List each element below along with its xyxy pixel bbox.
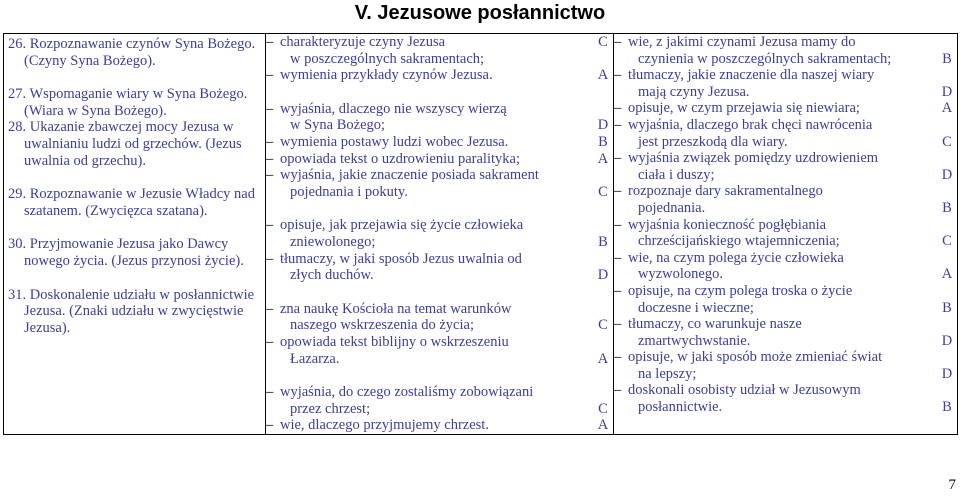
requirement-line — [266, 234, 613, 251]
requirement-text — [266, 251, 593, 268]
requirement-text — [266, 334, 593, 351]
requirement-text — [266, 267, 593, 284]
level-letter: D — [597, 267, 609, 284]
requirement-label: czynienia w poszczególnych sakramentach; — [638, 50, 892, 67]
requirement-line — [614, 300, 957, 317]
requirement-text — [614, 150, 937, 167]
requirement-text — [614, 300, 937, 317]
requirement-text — [614, 366, 937, 383]
level-letter: C — [598, 34, 608, 50]
requirement-label: tłumaczy, co warunkuje nasze — [628, 316, 802, 333]
requirement-label: opowiada tekst o uzdrowieniu paralityka; — [280, 150, 520, 167]
level-letter: A — [597, 350, 609, 367]
requirement-line — [266, 117, 613, 134]
dash-bullet: – — [614, 216, 622, 233]
requirement-block — [266, 34, 613, 84]
requirement-line — [614, 266, 957, 283]
requirement-text — [614, 84, 937, 101]
level-letter: A — [941, 100, 953, 117]
requirement-line — [614, 349, 957, 366]
requirement-label: przez chrzest; — [290, 400, 371, 417]
topic-item: 30. Przyjmowanie Jezusa jako Dawcy nowego życia. (Jezus przynosi życie). — [8, 236, 244, 269]
requirement-line — [614, 167, 957, 184]
requirement-line — [266, 384, 613, 401]
requirement-text — [614, 134, 937, 151]
requirement-label: wyjaśnia związek pomiędzy uzdrowieniem — [628, 150, 879, 167]
dash-bullet: – — [614, 249, 622, 266]
requirement-label: tłumaczy, w jaki sposób Jezus uwalnia od — [280, 250, 522, 267]
dash-bullet: – — [614, 382, 622, 399]
requirement-label: w Syna Bożego; — [290, 117, 386, 134]
requirement-line — [614, 217, 957, 234]
level-letter: C — [942, 133, 952, 150]
requirement-text — [266, 117, 593, 134]
requirement-label: wyjaśnia konieczność pogłębiania — [628, 216, 827, 233]
requirement-text — [266, 217, 593, 234]
requirement-line — [614, 366, 957, 383]
requirement-line — [614, 283, 957, 300]
requirement-text — [614, 100, 937, 117]
requirement-text — [614, 67, 937, 84]
requirement-text — [614, 382, 937, 399]
requirement-label: wie, na czym polega życie człowieka — [628, 249, 844, 266]
level-letter: B — [942, 50, 952, 67]
dash-bullet: – — [266, 250, 274, 267]
dash-bullet: – — [266, 34, 274, 50]
requirement-label: pojednania. — [638, 199, 706, 216]
requirement-text — [614, 316, 937, 333]
requirement-block — [266, 217, 613, 283]
level-letter: D — [597, 117, 609, 134]
requirement-line — [614, 183, 957, 200]
requirement-label: opowiada tekst biblijny o wskrzeszeniu — [280, 333, 509, 350]
level-letter: C — [598, 400, 608, 417]
requirement-block — [266, 384, 613, 434]
requirement-text — [614, 183, 937, 200]
requirement-text — [266, 384, 593, 401]
requirement-text — [614, 283, 937, 300]
requirement-line — [614, 316, 957, 333]
requirement-label: zniewolonego; — [290, 233, 376, 250]
level-letter: D — [941, 365, 953, 382]
level-letter: B — [942, 399, 952, 416]
dash-bullet: – — [266, 384, 274, 401]
requirement-line — [614, 34, 957, 51]
curriculum-table — [3, 33, 958, 435]
level-letter: B — [598, 133, 608, 150]
requirement-line — [614, 117, 957, 134]
requirement-label: chrześcijańskiego wtajemniczenia; — [638, 233, 840, 250]
requirement-label: wyjaśnia, dlaczego brak chęci nawrócenia — [628, 116, 873, 133]
topics-column — [4, 34, 266, 435]
requirement-line — [614, 51, 957, 68]
dash-bullet: – — [266, 333, 274, 350]
requirement-text — [266, 51, 593, 68]
level-letter: C — [598, 317, 608, 334]
requirement-label: zmartwychwstanie. — [638, 332, 751, 349]
requirement-text — [614, 233, 937, 250]
level-letter: D — [941, 83, 953, 100]
requirement-text — [614, 399, 937, 416]
requirement-label: charakteryzuje czyny Jezusa — [280, 34, 446, 50]
level-letter: B — [598, 233, 608, 250]
dash-bullet: – — [614, 116, 622, 133]
level-letter: B — [942, 199, 952, 216]
topic-item: 31. Doskonalenie udziału w posłannictwie Jezusa. (Znaki udziału w zwycięstwie Jezusa). — [8, 286, 255, 336]
requirement-line — [266, 317, 613, 334]
requirement-label: posłannictwie. — [638, 399, 723, 416]
requirement-label: jest przeszkodą dla wiary. — [638, 133, 788, 150]
level-letter: C — [598, 183, 608, 200]
requirement-line — [614, 382, 957, 399]
requirement-line — [266, 417, 613, 434]
dash-bullet: – — [266, 67, 274, 84]
requirement-line — [266, 167, 613, 184]
requirement-text — [266, 34, 593, 51]
topic-item: 29. Rozpoznawanie w Jezusie Władcy nad szatanem. (Zwycięzca szatana). — [8, 186, 255, 219]
dash-bullet: – — [614, 316, 622, 333]
requirement-label: wyjaśnia, dlaczego nie wszyscy wierzą — [280, 100, 507, 117]
level-letter: C — [942, 233, 952, 250]
requirement-text — [614, 51, 937, 68]
requirement-line — [266, 351, 613, 368]
requirement-text — [266, 234, 593, 251]
requirement-text — [266, 101, 593, 118]
requirement-label: ciała i duszy; — [638, 166, 715, 183]
page-number: 7 — [948, 477, 956, 493]
requirement-line — [266, 34, 613, 51]
page-title: V. Jezusowe posłannictwo — [354, 2, 606, 24]
requirement-line — [266, 67, 613, 84]
requirement-line — [614, 333, 957, 350]
requirement-label: złych duchów. — [290, 267, 374, 284]
requirement-line — [266, 51, 613, 68]
requirement-text — [266, 151, 593, 168]
topic-item: 28. Ukazanie zbawczej mocy Jezusa w uwalnianiu ludzi od grzechów. (Jezus uwalnia od grzechu). — [8, 119, 242, 169]
dash-bullet: – — [614, 67, 622, 84]
level-letter: A — [597, 67, 609, 84]
requirement-text — [614, 266, 937, 283]
extended-requirements-column — [614, 34, 958, 435]
requirement-label: wyjaśnia, jakie znaczenie posiada sakrament — [280, 167, 539, 184]
requirement-text — [614, 34, 937, 51]
level-letter: D — [941, 166, 953, 183]
requirement-label: opisuje, w czym przejawia się niewiara; — [628, 100, 860, 117]
topic-item: 27. Wspomaganie wiary w Syna Bożego. (Wiara w Syna Bożego). — [8, 86, 248, 119]
requirement-text — [614, 333, 937, 350]
requirement-label: naszego wskrzeszenia do życia; — [290, 317, 474, 334]
dash-bullet: – — [266, 417, 274, 434]
dash-bullet: – — [614, 349, 622, 366]
requirement-text — [266, 184, 593, 201]
requirement-line — [614, 200, 957, 217]
requirement-line — [614, 150, 957, 167]
topic-item: 26. Rozpoznawanie czynów Syna Bożego. (Czyny Syna Bożego). — [8, 36, 256, 69]
requirement-text — [266, 167, 593, 184]
requirement-block — [266, 101, 613, 151]
requirement-line — [266, 134, 613, 151]
dash-bullet: – — [266, 133, 274, 150]
requirement-label: Łazarza. — [290, 350, 340, 367]
requirement-line — [266, 251, 613, 268]
requirement-block — [266, 151, 613, 201]
requirement-label: doczesne i wieczne; — [638, 299, 754, 316]
requirement-text — [266, 417, 593, 434]
dash-bullet: – — [614, 100, 622, 117]
level-letter: D — [941, 332, 953, 349]
requirement-label: doskonali osobisty udział w Jezusowym — [628, 382, 861, 399]
requirement-text — [614, 217, 937, 234]
requirement-text — [614, 167, 937, 184]
dash-bullet: – — [266, 150, 274, 167]
requirement-label: tłumaczy, jakie znaczenie dla naszej wiary — [628, 67, 875, 84]
requirement-label: opisuje, jak przejawia się życie człowieka — [280, 217, 524, 234]
requirement-label: rozpoznaje dary sakramentalnego — [628, 183, 823, 200]
requirement-label: wymienia przykłady czynów Jezusa. — [280, 67, 493, 84]
dash-bullet: – — [266, 167, 274, 184]
requirement-line — [266, 267, 613, 284]
requirement-line — [266, 151, 613, 168]
requirement-line — [266, 101, 613, 118]
dash-bullet: – — [614, 183, 622, 200]
requirement-label: mają czyny Jezusa. — [638, 83, 750, 100]
level-letter: A — [597, 417, 609, 434]
level-letter: A — [597, 150, 609, 167]
requirement-label: na lepszy; — [638, 365, 697, 382]
requirement-line — [614, 134, 957, 151]
requirement-label: wyjaśnia, do czego zostaliśmy zobowiązani — [280, 384, 534, 401]
requirement-label: opisuje, w jaki sposób może zmieniać świat — [628, 349, 883, 366]
requirement-text — [614, 200, 937, 217]
requirement-line — [614, 100, 957, 117]
requirement-text — [266, 401, 593, 418]
level-letter: B — [942, 299, 952, 316]
requirement-label: pojednania i pokuty. — [290, 183, 408, 200]
requirement-label: zna naukę Kościoła na temat warunków — [280, 300, 512, 317]
requirement-text — [614, 117, 937, 134]
requirement-line — [614, 399, 957, 416]
dash-bullet: – — [266, 300, 274, 317]
requirement-line — [266, 401, 613, 418]
requirement-line — [614, 250, 957, 267]
dash-bullet: – — [614, 150, 622, 167]
requirement-label: wie, dlaczego przyjmujemy chrzest. — [280, 417, 489, 434]
requirement-label: wyzwolonego. — [638, 266, 723, 283]
requirement-text — [266, 134, 593, 151]
requirement-text — [266, 317, 593, 334]
dash-bullet: – — [266, 100, 274, 117]
requirement-text — [614, 250, 937, 267]
dash-bullet: – — [266, 217, 274, 234]
requirement-text — [266, 67, 593, 84]
requirement-line — [614, 67, 957, 84]
requirement-block — [266, 301, 613, 367]
dash-bullet: – — [614, 282, 622, 299]
dash-bullet: – — [614, 34, 622, 50]
requirement-text — [614, 349, 937, 366]
requirement-line — [614, 233, 957, 250]
requirement-label: w poszczególnych sakramentach; — [290, 50, 485, 67]
requirement-text — [266, 351, 593, 368]
requirement-label: wie, z jakimi czynami Jezusa mamy do — [628, 34, 856, 50]
basic-requirements-column — [266, 34, 614, 435]
requirement-text — [266, 301, 593, 318]
requirement-label: opisuje, na czym polega troska o życie — [628, 282, 853, 299]
requirement-line — [266, 334, 613, 351]
level-letter: A — [941, 266, 953, 283]
requirement-label: wymienia postawy ludzi wobec Jezusa. — [280, 133, 509, 150]
requirement-line — [266, 184, 613, 201]
requirement-line — [266, 301, 613, 318]
requirement-line — [614, 84, 957, 101]
requirement-line — [266, 217, 613, 234]
